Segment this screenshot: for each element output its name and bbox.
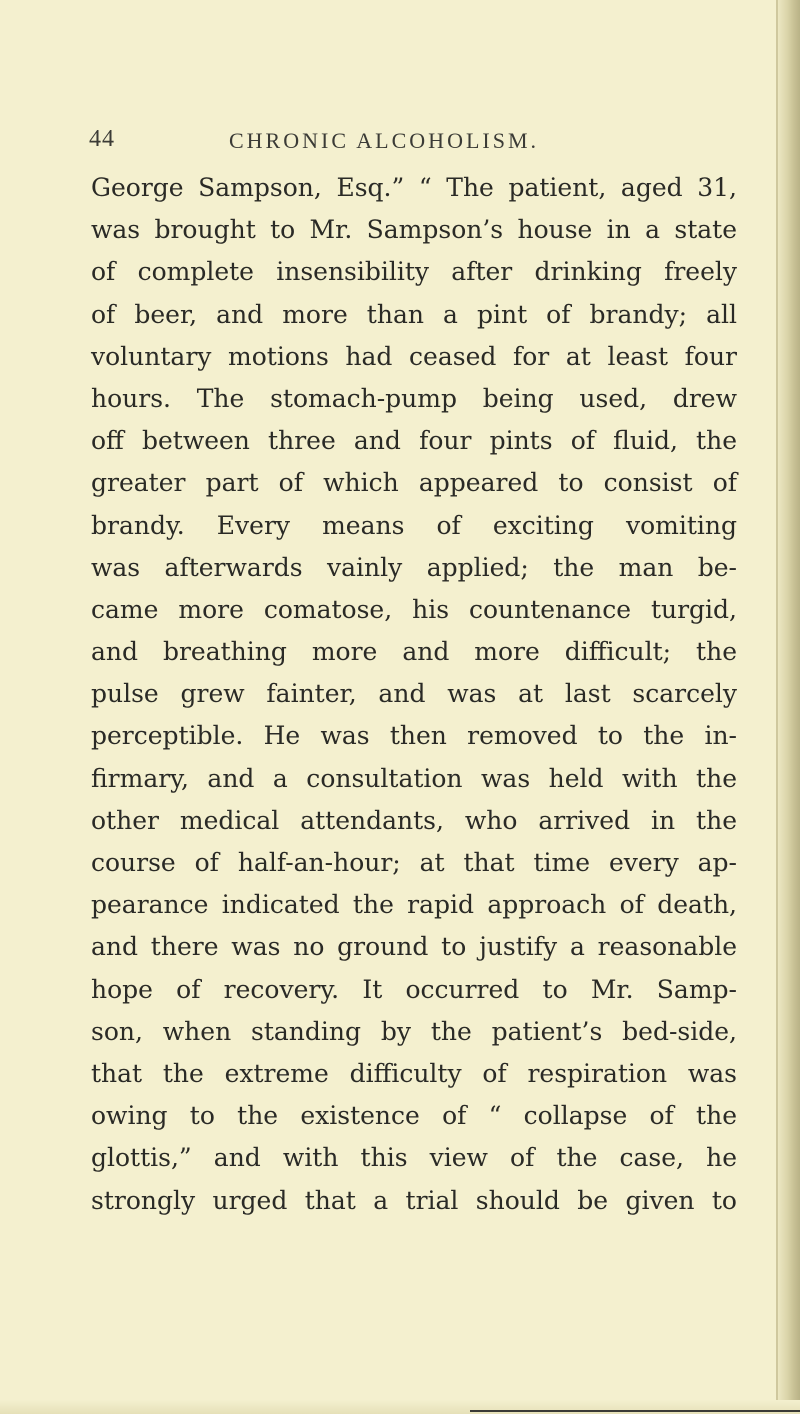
text-line: of beer, and more than a pint of brandy; all [91, 299, 737, 329]
page-number: 44 [89, 126, 115, 152]
text-line: firmary, and a consultation was held with the [91, 763, 737, 793]
text-line: and breathing more and more difficult; the [91, 637, 737, 667]
text-line: glottis,” and with this view of the case, he [91, 1143, 737, 1173]
text-line: pearance indicated the rapid approach of death, [91, 890, 737, 920]
text-line: that the extreme difficulty of respiration was [91, 1058, 737, 1088]
text-line: hours. The stomach-pump being used, drew [91, 383, 737, 413]
text-line: son, when standing by the patient’s bed-side, [91, 1016, 737, 1046]
text-line: voluntary motions had ceased for at least four [91, 341, 737, 371]
text-line: George Sampson, Esq.” “ The patient, aged 31, [91, 173, 737, 202]
text-line: hope of recovery. It occurred to Mr. Samp- [91, 974, 737, 1004]
page-bottom-rule [470, 1410, 800, 1412]
text-line: course of half-an-hour; at that time every ap- [91, 848, 737, 877]
running-title: CHRONIC ALCOHOLISM. [229, 128, 540, 153]
text-line: other medical attendants, who arrived in the [91, 805, 737, 835]
text-line: came more comatose, his countenance turgid, [91, 594, 737, 624]
text-line: of complete insensibility after drinking freely [91, 257, 737, 287]
text-line: strongly urged that a trial should be given to [91, 1185, 737, 1215]
body-text [91, 167, 737, 1222]
text-line: off between three and four pints of fluid, the [91, 426, 737, 456]
text-line: was afterwards vainly applied; the man be- [91, 552, 737, 582]
text-line: was brought to Mr. Sampson’s house in a state [91, 215, 737, 245]
text-line: pulse grew fainter, and was at last scarcely [91, 679, 737, 709]
text-line: greater part of which appeared to consist of [91, 468, 737, 498]
text-line: owing to the existence of “ collapse of the [91, 1101, 737, 1131]
page-edge [778, 0, 800, 1414]
running-head [89, 126, 739, 166]
text-line: brandy. Every means of exciting vomiting [91, 510, 737, 540]
text-line: and there was no ground to justify a reasonable [91, 932, 737, 962]
text-line: perceptible. He was then removed to the in- [91, 721, 737, 751]
